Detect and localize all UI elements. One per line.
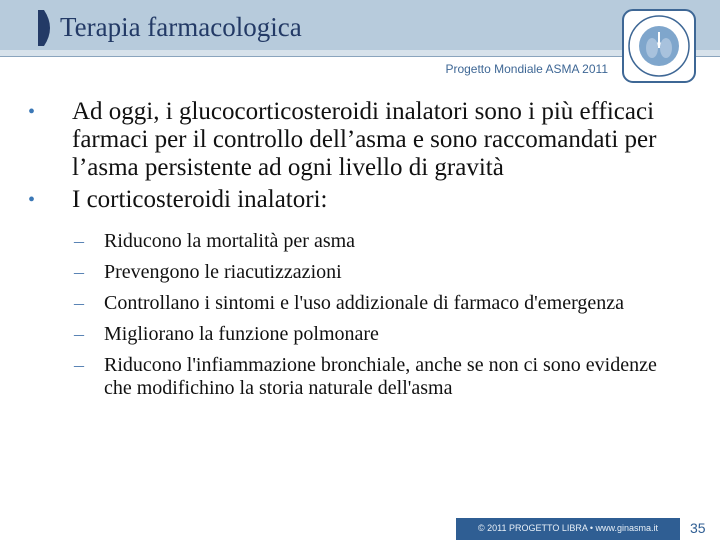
slide-subtitle: Progetto Mondiale ASMA 2011: [445, 62, 608, 76]
sub-bullet-text: Controllano i sintomi e l'uso addizionale di farmaco d'emergenza: [104, 292, 625, 314]
dash-icon: –: [74, 230, 84, 252]
gina-logo-icon: [621, 8, 697, 84]
sub-bullet-item: [74, 323, 678, 346]
dash-icon: –: [74, 292, 84, 314]
slide-title: Terapia farmacologica: [60, 12, 302, 42]
dash-icon: –: [74, 323, 84, 345]
sub-bullet-text: Riducono l'infiammazione bronchiale, anche se non ci sono evidenze che modifichino la storia naturale dell'asma: [104, 354, 657, 399]
bullet-text: Ad oggi, i glucocorticosteroidi inalatori sono i più efficaci farmaci per il controllo dell’asma e sono raccomandati per l’asma persistente ad ogni livello di gravità: [72, 98, 657, 181]
dash-icon: –: [74, 261, 84, 283]
sub-bullet-item: [74, 354, 678, 400]
footer-copyright: © 2011 PROGETTO LIBRA • www.ginasma.it: [478, 523, 659, 533]
sub-bullet-text: Prevengono le riacutizzazioni: [104, 261, 342, 283]
bullet-item: [28, 98, 678, 182]
sub-bullet-item: [74, 230, 678, 253]
bullet-text: I corticosteroidi inalatori:: [72, 186, 328, 213]
bullet-icon: •: [28, 101, 36, 123]
title-marker-icon: [36, 8, 58, 48]
sub-bullet-item: [74, 261, 678, 284]
sub-bullet-list: [74, 230, 678, 400]
sub-bullet-text: Riducono la mortalità per asma: [104, 230, 356, 252]
header-divider: [0, 56, 720, 57]
sub-bullet-text: Migliorano la funzione polmonare: [104, 323, 379, 345]
slide-content: [28, 98, 678, 408]
bullet-item: [28, 186, 678, 214]
bullet-icon: •: [28, 189, 36, 211]
page-number: 35: [690, 520, 706, 536]
dash-icon: –: [74, 354, 84, 376]
sub-bullet-item: [74, 292, 678, 315]
